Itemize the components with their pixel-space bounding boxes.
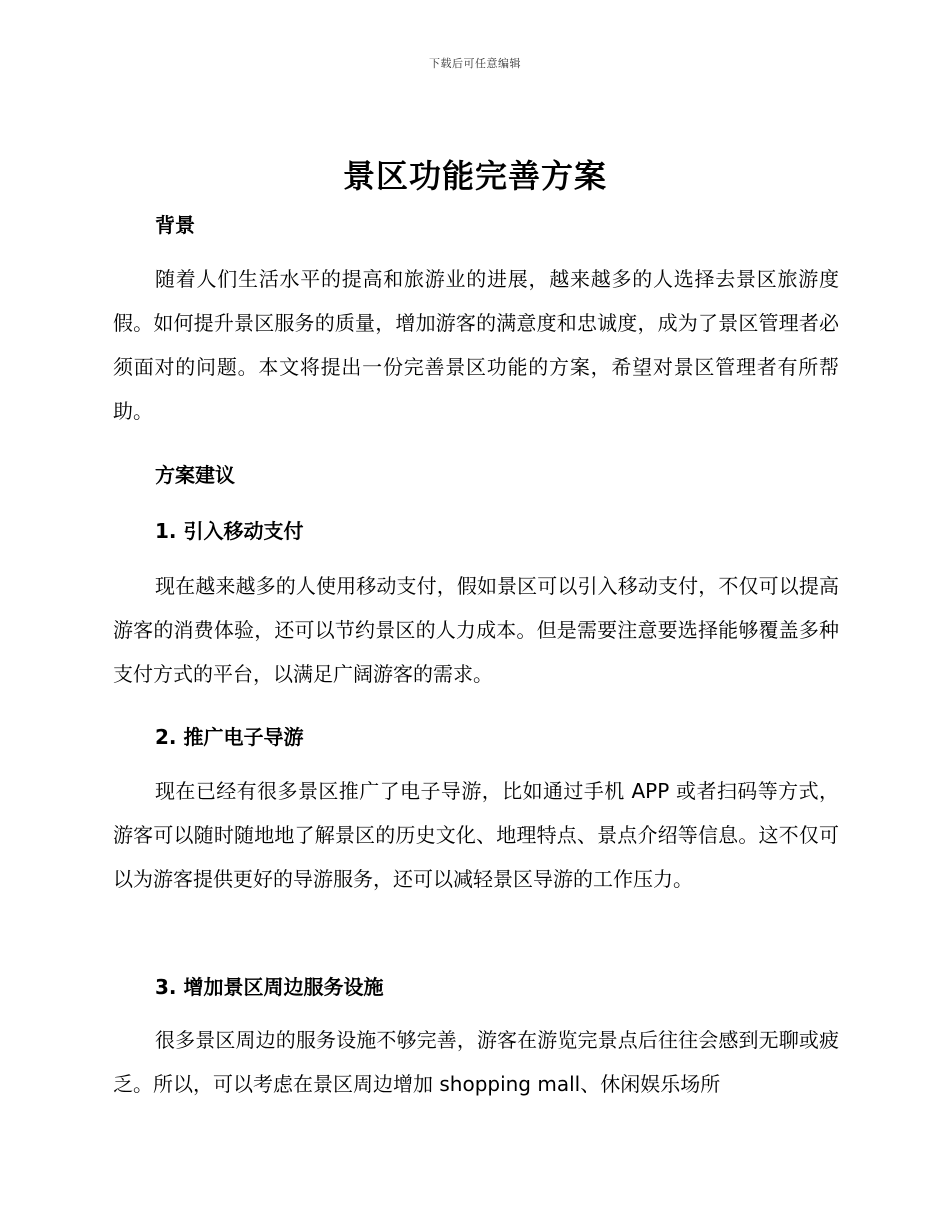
item3-paragraph: 很多景区周边的服务设施不够完善，游客在游览完景点后往往会感到无聊或疲乏。所以，可以考虑在景区周边增加 shopping mall、休闲娱乐场所 <box>113 1028 839 1096</box>
document-title: 景区功能完善方案 <box>342 157 607 195</box>
section-heading-proposal: 方案建议 <box>155 463 235 487</box>
item1-heading: 1. 引入移动支付 <box>155 519 304 543</box>
item3-heading: 3. 增加景区周边服务设施 <box>155 975 384 999</box>
item1-paragraph: 现在越来越多的人使用移动支付，假如景区可以引入移动支付，不仅可以提高游客的消费体验，还可以节约景区的人力成本。但是需要注意要选择能够覆盖多种支付方式的平台，以满足广阔游客的需求。 <box>113 574 839 686</box>
header-note: 下载后可任意编辑 <box>429 57 521 70</box>
section-heading-background: 背景 <box>155 213 195 237</box>
item2-heading: 2. 推广电子导游 <box>155 725 304 749</box>
item2-paragraph: 现在已经有很多景区推广了电子导游，比如通过手机 APP 或者扫码等方式，游客可以随时随地地了解景区的历史文化、地理特点、景点介绍等信息。这不仅可以为游客提供更好的导游服务，还可以减轻景区导游的工作压力。 <box>113 779 839 891</box>
background-paragraph: 随着人们生活水平的提高和旅游业的进展，越来越多的人选择去景区旅游度假。如何提升景区服务的质量，增加游客的满意度和忠诚度，成为了景区管理者必须面对的问题。本文将提出一份完善景区功能的方案，希望对景区管理者有所帮助。 <box>113 267 839 423</box>
